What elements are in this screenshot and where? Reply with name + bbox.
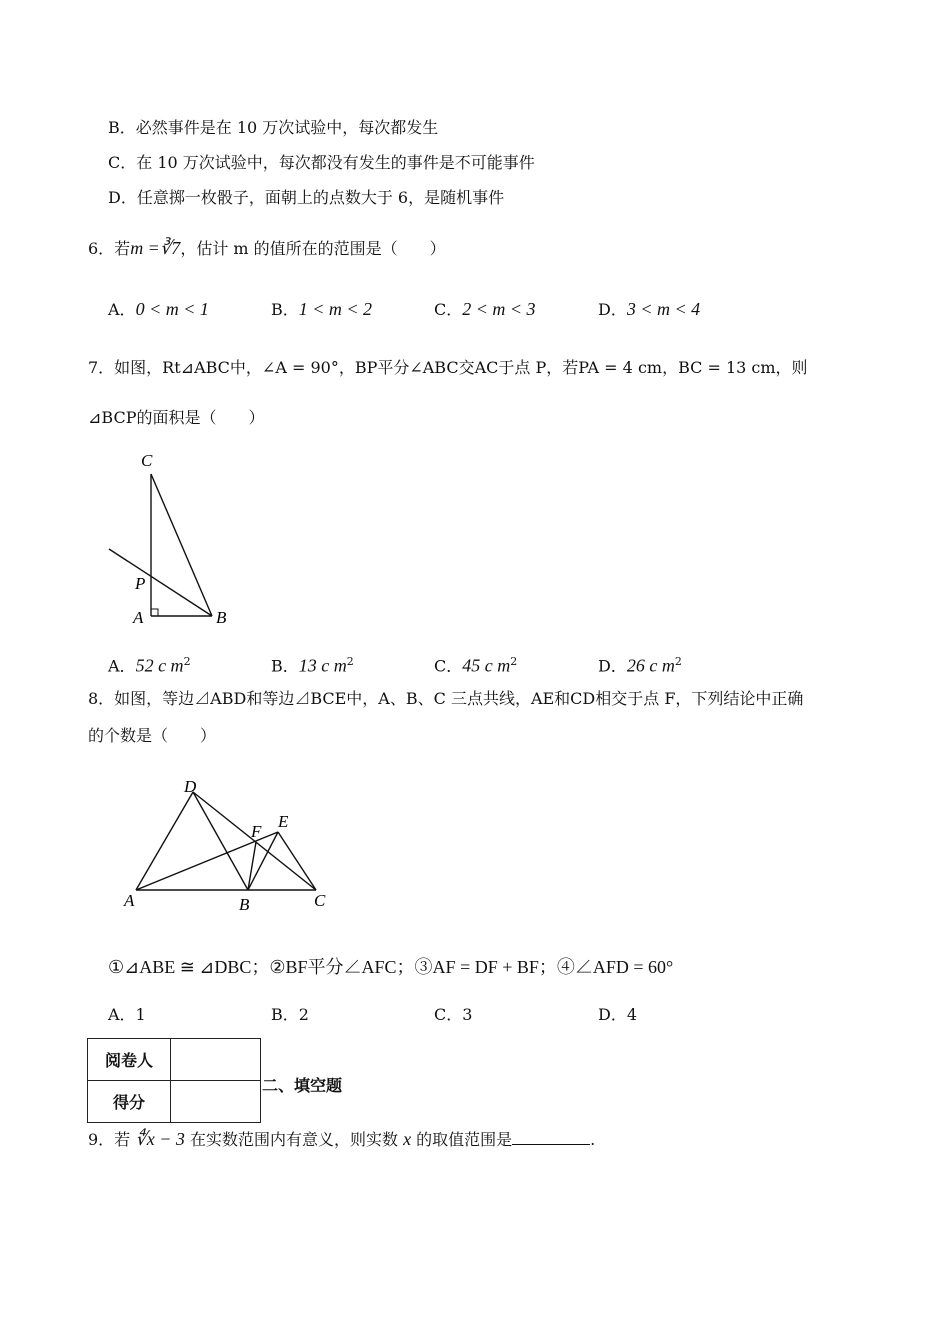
- segment-cb: [151, 474, 212, 616]
- section-title: 二、填空题: [262, 1076, 343, 1095]
- q8-triangles-figure: [110, 770, 340, 918]
- q8-option-d: D．4: [598, 1005, 638, 1024]
- label-a: A: [124, 891, 135, 910]
- q7-option-c: C．45 c $m^2$: [434, 655, 518, 676]
- q5-option-d: D．任意掷一枚骰子，面朝上的点数大于 6，是随机事件: [108, 188, 505, 207]
- q7-option-a: A．52 c $m^2$: [108, 655, 191, 676]
- segment-dc: [193, 792, 316, 890]
- label-c: C: [314, 891, 326, 910]
- right-angle-mark: [151, 609, 158, 616]
- segment-ad: [136, 792, 193, 890]
- label-p: P: [135, 574, 146, 593]
- q9-variable: x: [403, 1129, 412, 1149]
- segment-ec: [278, 832, 316, 890]
- q7-stem-line1: 7．如图，Rt⊿ABC中，∠A = 90°，BP平分∠ABC交AC于点 P，若PA = 4 cm，BC = 13 cm，则: [88, 358, 808, 377]
- label-b: B: [239, 895, 250, 914]
- q6-option-d: D．3 < m < 4: [598, 299, 701, 319]
- q6-prefix: 6．若: [88, 239, 131, 258]
- label-c: C: [141, 451, 153, 470]
- q9-expression: ∜x − 3: [135, 1129, 185, 1149]
- q6-expression: m =∛7: [130, 238, 181, 258]
- label-e: E: [278, 812, 289, 831]
- q8-stem-line2: 的个数是（ ）: [88, 726, 217, 745]
- q6-option-a: A．0 < m < 1: [108, 299, 209, 319]
- segment-bp-extended: [109, 549, 212, 616]
- q6-option-b: B．1 < m < 2: [271, 299, 373, 319]
- q5-option-b: B．必然事件是在 10 万次试验中，每次都发生: [108, 118, 439, 137]
- q6-stem: [88, 238, 446, 259]
- q7-triangle-figure: [100, 446, 240, 632]
- reviewer-label: 阅卷人: [88, 1039, 171, 1081]
- q8-option-a: A．1: [108, 1005, 146, 1024]
- q8-option-b: B．2: [271, 1005, 309, 1024]
- q7-option-d: D．26 c $m^2$: [598, 655, 682, 676]
- score-table: [87, 1038, 261, 1123]
- q8-statements: ①⊿ABE ≅ ⊿DBC；②BF平分∠AFC；③AF = DF + BF；④∠AFD = 60°: [108, 957, 674, 977]
- q6-suffix: ，估计 m 的值所在的范围是（ ）: [180, 239, 446, 258]
- q8-stem-line1: 8．如图，等边⊿ABD和等边⊿BCE中，A、B、C 三点共线，AE和CD相交于点 F，下列结论中正确: [88, 689, 804, 708]
- q8-option-c: C．3: [434, 1005, 473, 1024]
- label-f: F: [251, 822, 262, 841]
- reviewer-cell[interactable]: [171, 1039, 261, 1081]
- score-label: 得分: [88, 1081, 171, 1123]
- q7-stem-line2: ⊿BCP的面积是（ ）: [88, 408, 265, 427]
- q9-stem: 9．若 ∜x − 3 在实数范围内有意义，则实数 x 的取值范围是 .: [88, 1129, 596, 1149]
- label-a: A: [133, 608, 144, 627]
- q9-answer-blank[interactable]: [512, 1128, 590, 1145]
- q5-option-c: C．在 10 万次试验中，每次都没有发生的事件是不可能事件: [108, 153, 535, 172]
- q6-option-c: C．2 < m < 3: [434, 299, 536, 319]
- q7-option-b: B．13 c $m^2$: [271, 655, 354, 676]
- label-b: B: [216, 608, 227, 627]
- label-d: D: [184, 777, 197, 796]
- segment-db: [193, 792, 248, 890]
- score-cell[interactable]: [171, 1081, 261, 1123]
